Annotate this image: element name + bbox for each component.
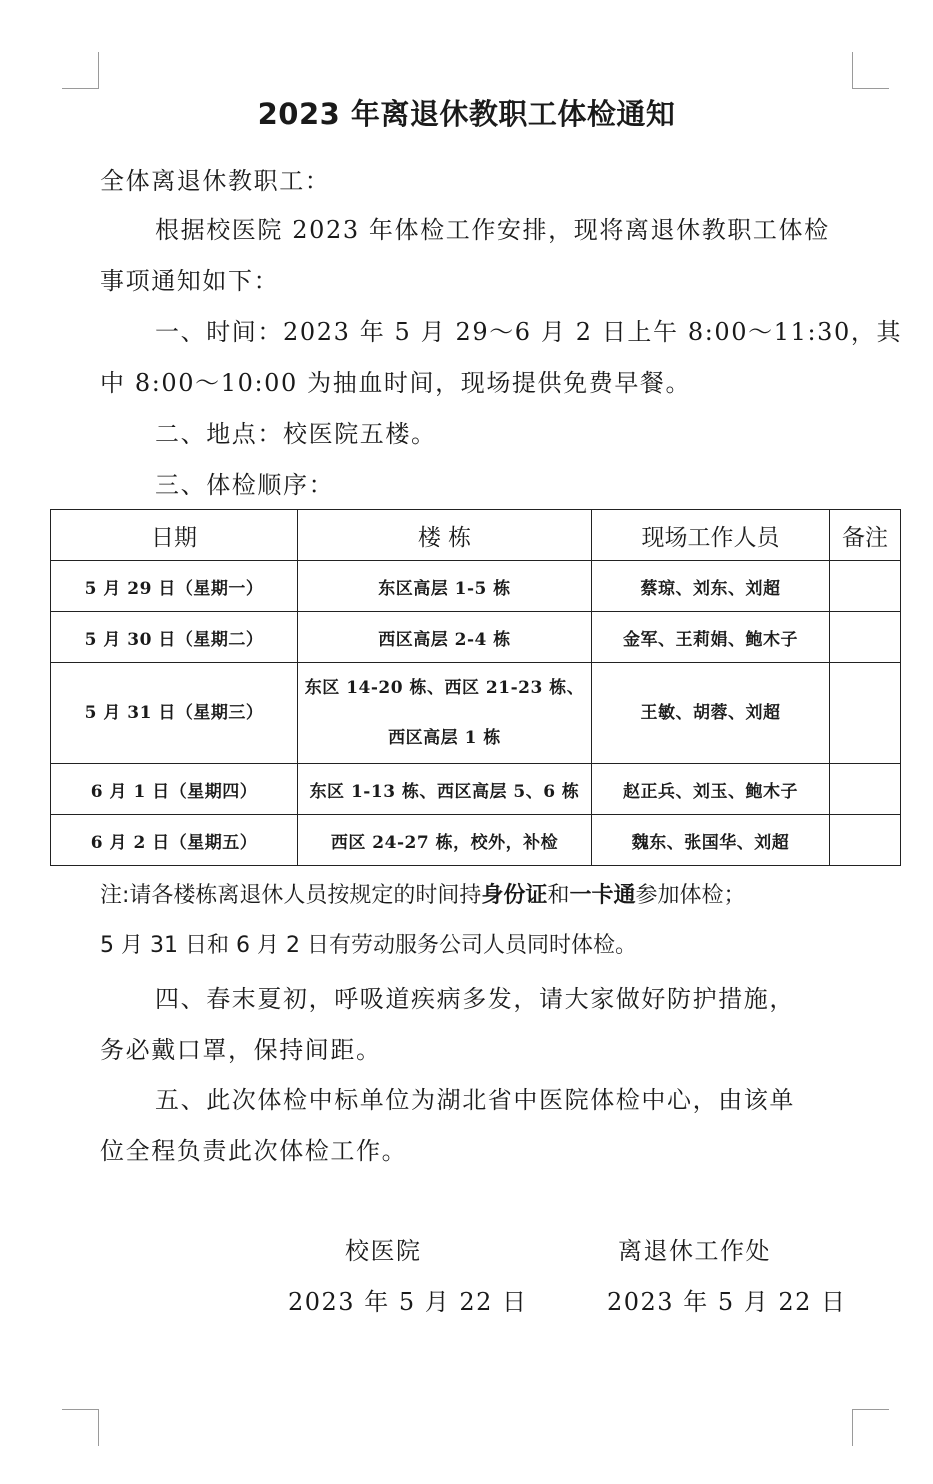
crop-mark-bottom-left [62,1409,99,1446]
note-prefix: 注:请各楼栋离退休人员按规定的时间持 [100,883,482,908]
crop-mark-top-right [852,52,889,89]
document-title: 2023 年离退休教职工体检通知 [257,97,676,131]
cell-building: 东区 1-13 栋、西区高层 5、6 栋 [298,764,592,815]
cell-staff: 金军、王莉娟、鲍木子 [592,612,830,663]
cell-staff: 魏东、张国华、刘超 [592,815,830,866]
cell-building: 东区高层 1-5 栋 [298,561,592,612]
crop-mark-top-left [62,52,99,89]
cell-remark [830,663,901,764]
note-line-2: 5 月 31 日和 6 月 2 日有劳动服务公司人员同时体检。 [100,933,637,958]
item2-location: 二、地点：校医院五楼。 [155,420,437,448]
item1-line-2: 中 8:00～10:00 为抽血时间，现场提供免费早餐。 [100,369,692,397]
cell-remark [830,815,901,866]
cell-date: 6 月 2 日（星期五） [51,815,298,866]
item3-order: 三、体检顺序： [155,471,335,499]
intro-line-2: 事项通知如下： [100,267,280,295]
cell-building: 西区高层 2-4 栋 [298,612,592,663]
cell-date: 5 月 31 日（星期三） [51,663,298,764]
signature-date-hospital: 2023 年 5 月 22 日 [288,1288,528,1316]
cell-building-line-2: 西区高层 1 栋 [388,728,501,748]
header-remark: 备注 [830,510,901,561]
item5-line-1: 五、此次体检中标单位为湖北省中医院体检中心，由该单 [155,1086,795,1114]
note-line-1 [100,880,745,912]
cell-date: 5 月 30 日（星期二） [51,612,298,663]
cell-building: 西区 24-27 栋，校外，补检 [298,815,592,866]
table-row [51,663,901,764]
signature-org-hospital: 校医院 [345,1237,422,1265]
item4-line-2: 务必戴口罩，保持间距。 [100,1036,382,1064]
schedule-table [50,509,901,866]
cell-date: 5 月 29 日（星期一） [51,561,298,612]
cell-staff: 王敏、胡蓉、刘超 [592,663,830,764]
table-row [51,815,901,866]
signature-org-retirement-office: 离退休工作处 [618,1237,771,1265]
item1-line-1: 一、时间：2023 年 5 月 29～6 月 2 日上午 8:00～11:30，其 [155,318,903,346]
cell-remark [830,764,901,815]
item5-line-2: 位全程负责此次体检工作。 [100,1137,408,1165]
note-id-card: 身份证 [481,883,548,908]
cell-staff: 赵正兵、刘玉、鲍木子 [592,764,830,815]
table-row [51,612,901,663]
note-mid: 和 [547,883,570,908]
table-header-row [51,510,901,561]
item4-line-1: 四、春末夏初，呼吸道疾病多发，请大家做好防护措施， [155,985,795,1013]
cell-staff: 蔡琼、刘东、刘超 [592,561,830,612]
table-row [51,764,901,815]
table-row [51,561,901,612]
signature-date-retirement-office: 2023 年 5 月 22 日 [607,1288,847,1316]
intro-line-1: 根据校医院 2023 年体检工作安排，现将离退休教职工体检 [155,216,830,244]
header-date: 日期 [51,510,298,561]
cell-date: 6 月 1 日（星期四） [51,764,298,815]
header-staff: 现场工作人员 [592,510,830,561]
header-building: 楼 栋 [298,510,592,561]
cell-remark [830,561,901,612]
salutation: 全体离退休教职工： [100,167,331,195]
cell-remark [830,612,901,663]
cell-building-line-1: 东区 14-20 栋、西区 21-23 栋、 [304,678,585,698]
crop-mark-bottom-right [852,1409,889,1446]
cell-building [298,663,592,764]
note-suffix: 参加体检； [635,883,746,908]
note-campus-card: 一卡通 [569,883,636,908]
